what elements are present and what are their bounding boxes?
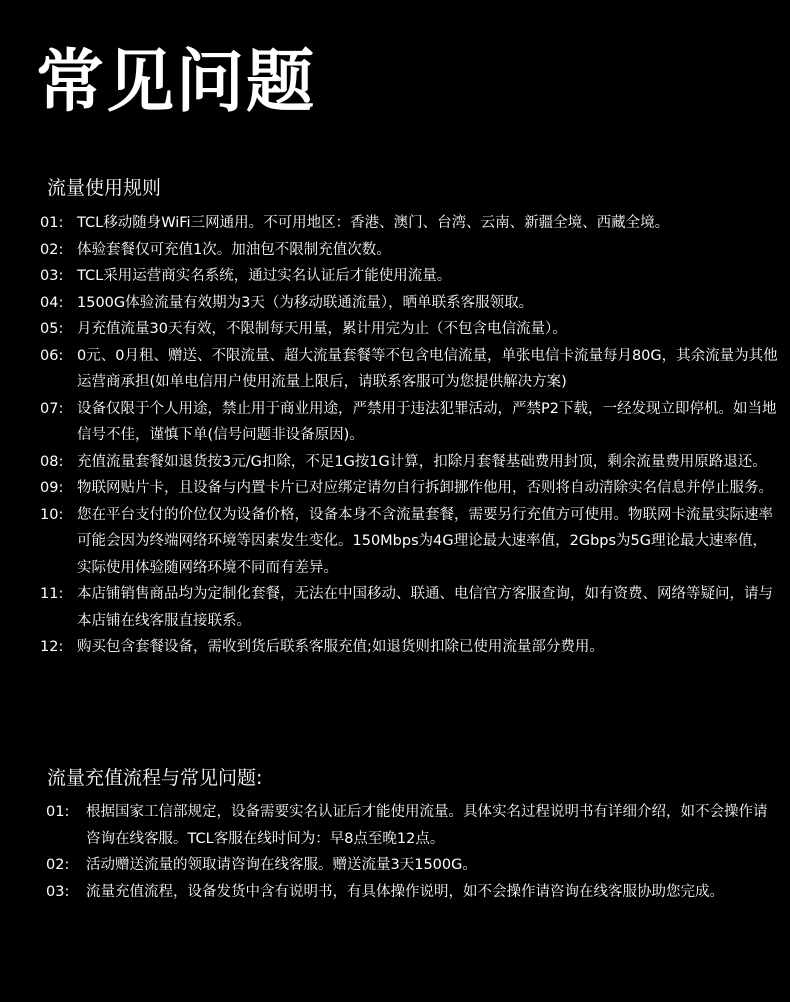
rules-item-text: 充值流量套餐如退货按3元/G扣除，不足1G按1G计算，扣除月套餐基础费用封顶，剩余流量费用原路退还。 [77,453,767,470]
rules-item-text: 1500G体验流量有效期为3天（为移动联通流量），晒单联系客服领取。 [77,294,534,311]
rules-item-text: 体验套餐仅可充值1次。加油包不限制充值次数。 [77,241,391,258]
rules-item-number: 03: [40,268,64,284]
rules-item-text: TCL采用运营商实名系统，通过实名认证后才能使用流量。 [77,268,452,284]
rules-item-number: 07: [40,400,64,417]
rules-item [40,343,780,396]
rules-item-text: 月充值流量30天有效，不限制每天用量，累计用完为止（不包含电信流量）。 [77,321,567,337]
rules-item [40,634,780,661]
rules-item [40,316,780,343]
rules-item-text: 0元、0月租、赠送、不限流量、超大流量套餐等不包含电信流量，单张电信卡流量每月80G，其余流量为其他运营商承担(如单电信用户使用流量上限后，请联系客服可为您提供解决方案) [77,347,778,390]
rules-item-text: 物联网贴片卡，且设备与内置卡片已对应绑定请勿自行拆卸挪作他用，否则将自动清除实名信息并停止服务。 [77,480,773,496]
rules-item-number: 12: [40,639,64,655]
faq-item [46,852,776,879]
rules-item-number: 08: [40,453,64,470]
page-title: 常见问题 [36,43,317,122]
rules-item [40,263,780,290]
rules-item [40,290,780,317]
rules-section-title: 流量使用规则 [47,177,162,199]
rules-item [40,210,780,237]
rules-item [40,502,780,582]
faq-item-number: 03: [46,883,70,900]
faq-section-title: 流量充值流程与常见问题: [47,767,263,789]
faq-item-text: 活动赠送流量的领取请咨询在线客服。赠送流量3天1500G。 [86,857,477,873]
rules-item-text: 本店铺销售商品均为定制化套餐，无法在中国移动、联通、电信官方客服查询，如有资费、网络等疑问，请与本店铺在线客服直接联系。 [77,586,773,629]
rules-item-text: 购买包含套餐设备，需收到货后联系客服充值;如退货则扣除已使用流量部分费用。 [77,639,604,655]
rules-item-number: 02: [40,241,64,258]
faq-list [46,799,776,905]
rules-item-number: 11: [40,586,64,602]
rules-item [40,396,780,449]
rules-item-number: 10: [40,506,64,523]
faq-item-text: 流量充值流程，设备发货中含有说明书，有具体操作说明，如不会操作请咨询在线客服协助您完成。 [86,883,724,900]
rules-item [40,237,780,264]
faq-item [46,879,776,906]
rules-item [40,449,780,476]
faq-item-text: 根据国家工信部规定，设备需要实名认证后才能使用流量。具体实名过程说明书有详细介绍，如不会操作请咨询在线客服。TCL客服在线时间为：早8点至晚12点。 [86,804,768,847]
rules-item-number: 05: [40,321,64,337]
rules-item-text: 设备仅限于个人用途，禁止用于商业用途，严禁用于违法犯罪活动，严禁P2下载，一经发现立即停机。如当地信号不佳，谨慎下单(信号问题非设备原因)。 [77,400,777,443]
rules-item [40,475,780,502]
rules-item-number: 06: [40,347,64,364]
rules-item-number: 04: [40,294,64,311]
rules-item-text: TCL移动随身WiFi三网通用。不可用地区：香港、澳门、台湾、云南、新疆全境、西藏全境。 [77,215,670,231]
rules-item-text: 您在平台支付的价位仅为设备价格，设备本身不含流量套餐，需要另行充值方可使用。物联网卡流量实际速率可能会因为终端网络环境等因素发生变化。150Mbps为4G理论最大速率值，2Gbps为5G理论最大速率值，实际使用体验随网络环境不同而有差异。 [77,506,773,576]
faq-item-number: 02: [46,857,70,873]
rules-item-number: 09: [40,480,64,496]
faq-item-number: 01: [46,804,70,820]
rules-item-number: 01: [40,215,64,231]
rules-list [40,210,780,661]
rules-item [40,581,780,634]
faq-item [46,799,776,852]
